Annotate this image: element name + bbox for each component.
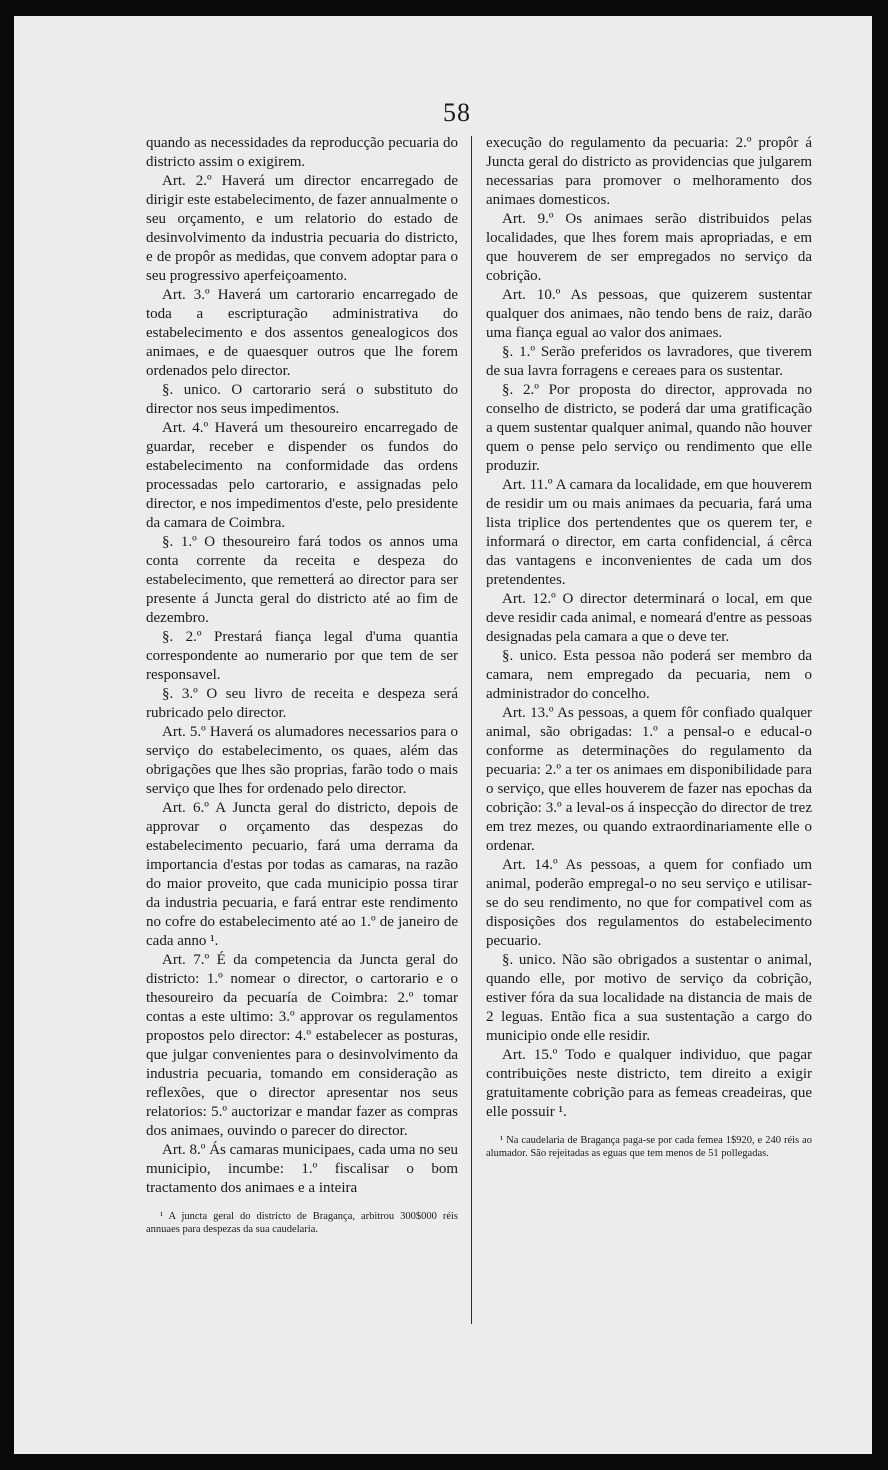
paragraph: Art. 3.º Haverá um cartorario encarregado de toda a escripturação administrativa do estabelecimento e dos assentos genealogicos dos animaes, e de quaesquer outros que lhe forem ordenados pelo director.: [146, 287, 458, 379]
paragraph: Art. 7.º É da competencia da Juncta geral do districto: 1.º nomear o director, o cartorario e o thesoureiro da pecuaría de Coimbra: 2.º tomar contas a este ultimo: 3.º approvar os regulamentos propostos pelo director: 4.º estabelecer as posturas, que julgar convenientes para o desinvolvimento da industria pecuaria, tomando em consideração as reflexões, que o director apresentar nos seus relatorios: 5.º auctorizar e mandar fazer as compras dos animaes, ouvindo o parecer do director.: [146, 952, 458, 1139]
paragraph: Art. 11.º A camara da localidade, em que houverem de residir um ou mais animaes da pecuaria, fará uma lista triplice dos pertendentes que os querem ter, e informará o director, em carta confidencial, á cêrca das vantagens e inconvenientes de cada um dos pretendentes.: [486, 477, 812, 588]
paragraph: §. unico. Esta pessoa não poderá ser membro da camara, nem empregado da pecuaria, nem o administrador do concelho.: [486, 648, 812, 702]
footnote: ¹ A juncta geral do districto de Bragança, arbitrou 300$000 réis annuaes para despezas da sua caudelaria.: [146, 1211, 458, 1235]
paragraph: Art. 13.º As pessoas, a quem fôr confiado qualquer animal, são obrigadas: 1.º a pensal-o e educal-o conforme as determinações do regulamento da pecuaria: 2.º a ter os animaes em disponibilidade para o serviço, que elles houverem de fazer nas epochas da cobrição: 3.º a leval-os á inspecção do director de trez em trez mezes, ou quando extraordinariamente elle o ordenar.: [486, 705, 812, 854]
paragraph: Art. 5.º Haverá os alumadores necessarios para o serviço do estabelecimento, os quaes, além das obrigações que lhes são proprias, farão todo o mais serviço que lhes for ordenado pelo director.: [146, 724, 458, 797]
paragraph: Art. 10.º As pessoas, que quizerem sustentar qualquer dos animaes, não tendo bens de raiz, darão uma fiança egual ao valor dos animaes.: [486, 287, 812, 341]
paragraph: Art. 6.º A Juncta geral do districto, depois de approvar o orçamento das despezas do estabelecimento pecuario, fará uma derrama da importancia d'estas por todas as camaras, na razão do maior proveito, que cada municipio possa tirar da industria pecuaria, e fará entrar este rendimento no cofre do estabelecimento até ao 1.º de janeiro de cada anno ¹.: [146, 800, 458, 949]
paragraph: Art. 12.º O director determinará o local, em que deve residir cada animal, e nomeará d'entre as pessoas designadas pela camara a que o deve ter.: [486, 591, 812, 645]
page-number: 58: [443, 98, 471, 127]
paragraph: §. unico. Não são obrigados a sustentar o animal, quando elle, por motivo de serviço da cobrição, estiver fóra da sua localidade na distancia de mais de 2 leguas. Então fica a sua sustentação a cargo do municipio onde elle residir.: [486, 952, 812, 1044]
column-divider: [471, 136, 472, 1324]
paragraph: §. unico. O cartorario será o substituto do director nos seus impedimentos.: [146, 382, 458, 417]
paragraph: Art. 14.º As pessoas, a quem for confiado um animal, poderão empregal-o no seu serviço e utilisar-se do seu rendimento, no que for compativel com as disposições dos regulamentos do estabelecimento pecuario.: [486, 857, 812, 949]
paragraph: Art. 9.º Os animaes serão distribuidos pelas localidades, que lhes forem mais apropriadas, e em que houverem de ser empregados no serviço da cobrição.: [486, 211, 812, 284]
paragraph: quando as necessidades da reproducção pecuaria do districto assim o exigirem.: [146, 135, 458, 170]
document-page: [14, 16, 872, 1454]
paragraph: Art. 4.º Haverá um thesoureiro encarregado de guardar, receber e dispender os fundos do estabelecimento na conformidade das ordens processadas pelo cartorario, e assignadas pelo director, e nos impedimentos d'este, pelo presidente da camara de Coimbra.: [146, 420, 458, 531]
paragraph: §. 1.º Serão preferidos os lavradores, que tiverem de sua lavra forragens e cereaes para os sustentar.: [486, 344, 812, 379]
paragraph: Art. 2.º Haverá um director encarregado de dirigir este estabelecimento, de fazer annualmente o seu orçamento, e um relatorio do estado de desinvolvimento da industria pecuaria do districto, e de propôr as medidas, que convem adoptar para o seu progressivo aperfeiçoamento.: [146, 173, 458, 284]
paragraph: §. 2.º Por proposta do director, approvada no conselho de districto, se poderá dar uma gratificação a quem sustentar qualquer animal, quando não houver quem o pense pelo serviço ou rendimento que elle produzir.: [486, 382, 812, 474]
paragraph: Art. 8.º Ás camaras municipaes, cada uma no seu municipio, incumbe: 1.º fiscalisar o bom tractamento dos animaes e a inteira: [146, 1142, 458, 1196]
footnote: ¹ Na caudelaria de Bragança paga-se por cada femea 1$920, e 240 réis ao alumador. São rejeitadas as eguas que tem menos de 51 pollegadas.: [486, 1135, 812, 1159]
paragraph: §. 1.º O thesoureiro fará todos os annos uma conta corrente da receita e despeza do estabelecimento, que remetterá ao director para ser presente á Juncta geral do districto até ao fim de dezembro.: [146, 534, 458, 626]
left-column: [146, 134, 458, 1247]
right-column: [486, 134, 812, 1171]
paragraph: Art. 15.º Todo e qualquer individuo, que pagar contribuições neste districto, tem direito a exigir gratuitamente cobrição para as femeas creadeiras, que elle possuir ¹.: [486, 1047, 812, 1120]
paragraph: §. 2.º Prestará fiança legal d'uma quantia correspondente ao numerario por que tem de ser responsavel.: [146, 629, 458, 683]
paragraph: §. 3.º O seu livro de receita e despeza será rubricado pelo director.: [146, 686, 458, 721]
paragraph: execução do regulamento da pecuaria: 2.º propôr á Juncta geral do districto as providencias que julgarem necessarias para promover o melhoramento dos animaes domesticos.: [486, 135, 812, 208]
